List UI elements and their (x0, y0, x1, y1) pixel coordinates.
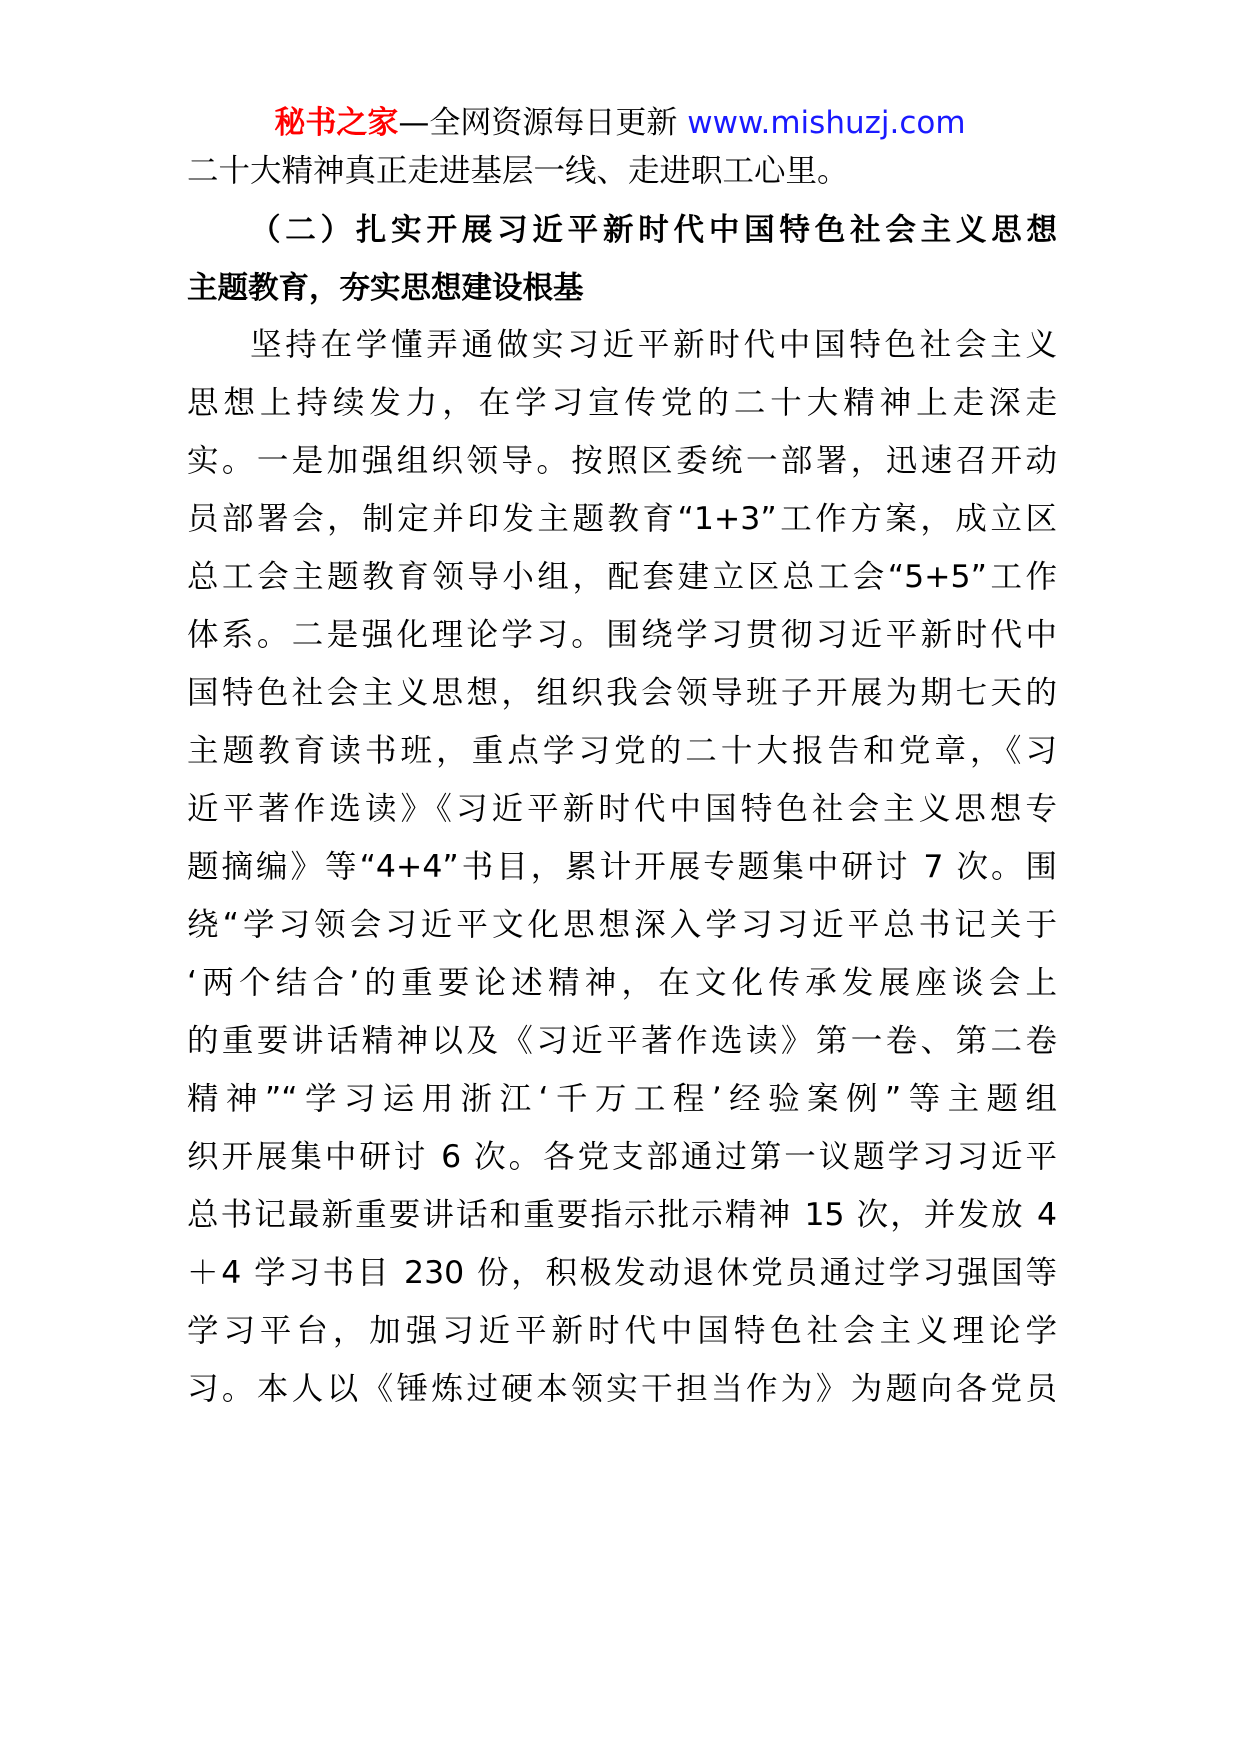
paragraph-line: 习。本人以《锤炼过硬本领实干担当作为》为题向各党员 (187, 1371, 1057, 1407)
paragraph-line: 思想上持续发力，在学习宣传党的二十大精神上走深走 (187, 385, 1057, 421)
paragraph-line: 织开展集中研讨 6 次。各党支部通过第一议题学习习近平 (187, 1139, 1057, 1175)
paragraph-line: 总书记最新重要讲话和重要指示批示精神 15 次，并发放 4 (187, 1197, 1057, 1233)
section-heading-line: （二）扎实开展习近平新时代中国特色社会主义思想 (250, 213, 1057, 248)
watermark-header (0, 101, 1240, 145)
paragraph-line: 实。一是加强组织领导。按照区委统一部署，迅速召开动 (187, 443, 1057, 479)
paragraph-line: 精神”“学习运用浙江‘千万工程’经验案例”等主题组 (187, 1081, 1057, 1117)
paragraph-line: 二十大精神真正走进基层一线、走进职工心里。 (187, 153, 849, 189)
header-site-link[interactable]: www.mishuzj.com (687, 105, 966, 141)
paragraph-line: 近平著作选读》《习近平新时代中国特色社会主义思想专 (187, 791, 1057, 827)
paragraph-line: 题摘编》等“4+4”书目，累计开展专题集中研讨 7 次。围 (187, 849, 1057, 885)
header-brand: 秘书之家 (274, 105, 399, 141)
paragraph-line: ‘两个结合’的重要论述精神，在文化传承发展座谈会上 (187, 965, 1057, 1001)
section-heading-line: 主题教育，夯实思想建设根基 (187, 271, 584, 306)
paragraph-line: 坚持在学懂弄通做实习近平新时代中国特色社会主义 (250, 327, 1057, 363)
paragraph-line: 主题教育读书班，重点学习党的二十大报告和党章，《习 (187, 733, 1057, 769)
paragraph-line: 员部署会，制定并印发主题教育“1+3”工作方案，成立区 (187, 501, 1057, 537)
paragraph-line: 体系。二是强化理论学习。围绕学习贯彻习近平新时代中 (187, 617, 1057, 653)
paragraph-line: ＋4 学习书目 230 份，积极发动退休党员通过学习强国等 (187, 1255, 1057, 1291)
paragraph-line: 国特色社会主义思想，组织我会领导班子开展为期七天的 (187, 675, 1057, 711)
paragraph-line: 总工会主题教育领导小组，配套建立区总工会“5+5”工作 (187, 559, 1057, 595)
paragraph-line: 绕“学习领会习近平文化思想深入学习习近平总书记关于 (187, 907, 1057, 943)
paragraph-line: 学习平台，加强习近平新时代中国特色社会主义理论学 (187, 1313, 1057, 1349)
header-tagline: —全网资源每日更新 (398, 105, 688, 141)
paragraph-line: 的重要讲话精神以及《习近平著作选读》第一卷、第二卷 (187, 1023, 1057, 1059)
